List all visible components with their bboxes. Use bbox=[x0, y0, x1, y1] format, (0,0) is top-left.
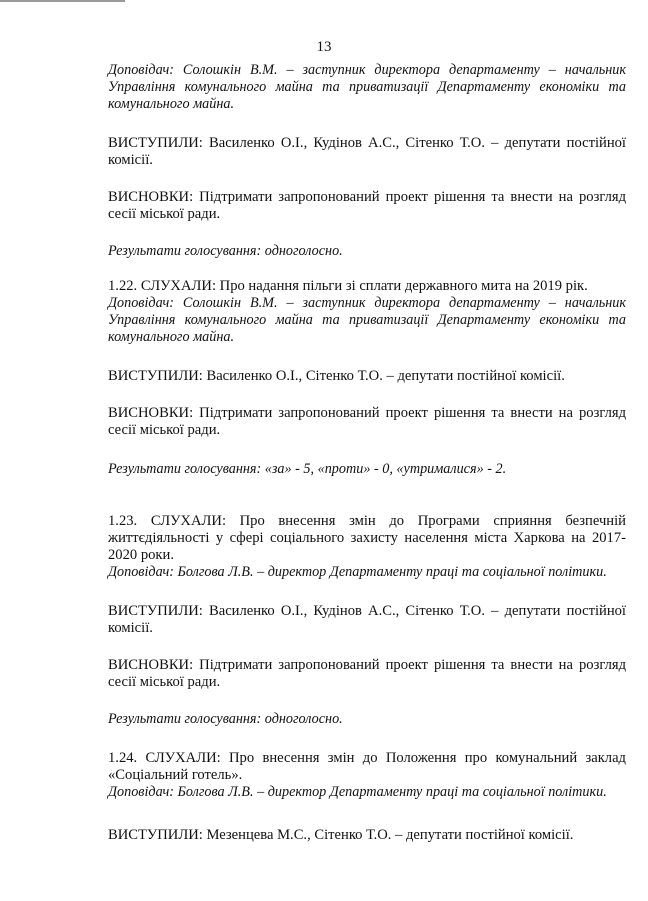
vote-result-1-22: Результати голосування: «за» - 5, «проти» - 0, «утрималися» - 2. bbox=[108, 461, 507, 477]
vote-result-1-23: Результати голосування: одноголосно. bbox=[108, 711, 343, 727]
heard-paragraph-1-23: 1.23. СЛУХАЛИ: Про внесення змін до Програми сприяння безпечній життєдіяльності у сфері соціального захисту населення міста Харкова на 2017-2020 роки. bbox=[108, 513, 626, 563]
scan-edge-mark bbox=[0, 0, 125, 2]
spoke-paragraph-1-23: ВИСТУПИЛИ: Василенко О.І., Кудінов А.С., Сітенко Т.О. – депутати постійної комісії. bbox=[108, 603, 626, 636]
document-body bbox=[108, 62, 626, 844]
speaker-paragraph-1-24: Доповідач: Болгова Л.В. – директор Департаменту праці та соціальної політики. bbox=[108, 784, 607, 800]
conclusions-paragraph-1-22: ВИСНОВКИ: Підтримати запропонований проект рішення та внести на розгляд сесії міської ради. bbox=[108, 405, 626, 438]
speaker-paragraph-1-23: Доповідач: Болгова Л.В. – директор Департаменту праці та соціальної політики. bbox=[108, 564, 607, 580]
heard-paragraph-1-24: 1.24. СЛУХАЛИ: Про внесення змін до Положення про комунальний заклад «Соціальний готель». bbox=[108, 750, 626, 783]
spoke-paragraph-1-24: ВИСТУПИЛИ: Мезенцева М.С., Сітенко Т.О. – депутати постійної комісії. bbox=[108, 827, 574, 843]
speaker-paragraph: Доповідач: Солошкін В.М. – заступник директора департаменту – начальник Управління комунального майна та приватизації Департаменту економіки та комунального майна. bbox=[108, 62, 626, 112]
spoke-paragraph-1-22: ВИСТУПИЛИ: Василенко О.І., Сітенко Т.О. – депутати постійної комісії. bbox=[108, 368, 565, 384]
conclusions-paragraph: ВИСНОВКИ: Підтримати запропонований проект рішення та внести на розгляд сесії міської ради. bbox=[108, 189, 626, 222]
vote-result: Результати голосування: одноголосно. bbox=[108, 243, 343, 259]
spoke-paragraph: ВИСТУПИЛИ: Василенко О.І., Кудінов А.С., Сітенко Т.О. – депутати постійної комісії. bbox=[108, 135, 626, 168]
conclusions-paragraph-1-23: ВИСНОВКИ: Підтримати запропонований проект рішення та внести на розгляд сесії міської ради. bbox=[108, 657, 626, 690]
speaker-paragraph-1-22: Доповідач: Солошкін В.М. – заступник директора департаменту – начальник Управління комунального майна та приватизації Департаменту економіки та комунального майна. bbox=[108, 295, 626, 345]
heard-paragraph-1-22: 1.22. СЛУХАЛИ: Про надання пільги зі сплати державного мита на 2019 рік. bbox=[108, 278, 588, 294]
page-number: 13 bbox=[316, 39, 332, 55]
